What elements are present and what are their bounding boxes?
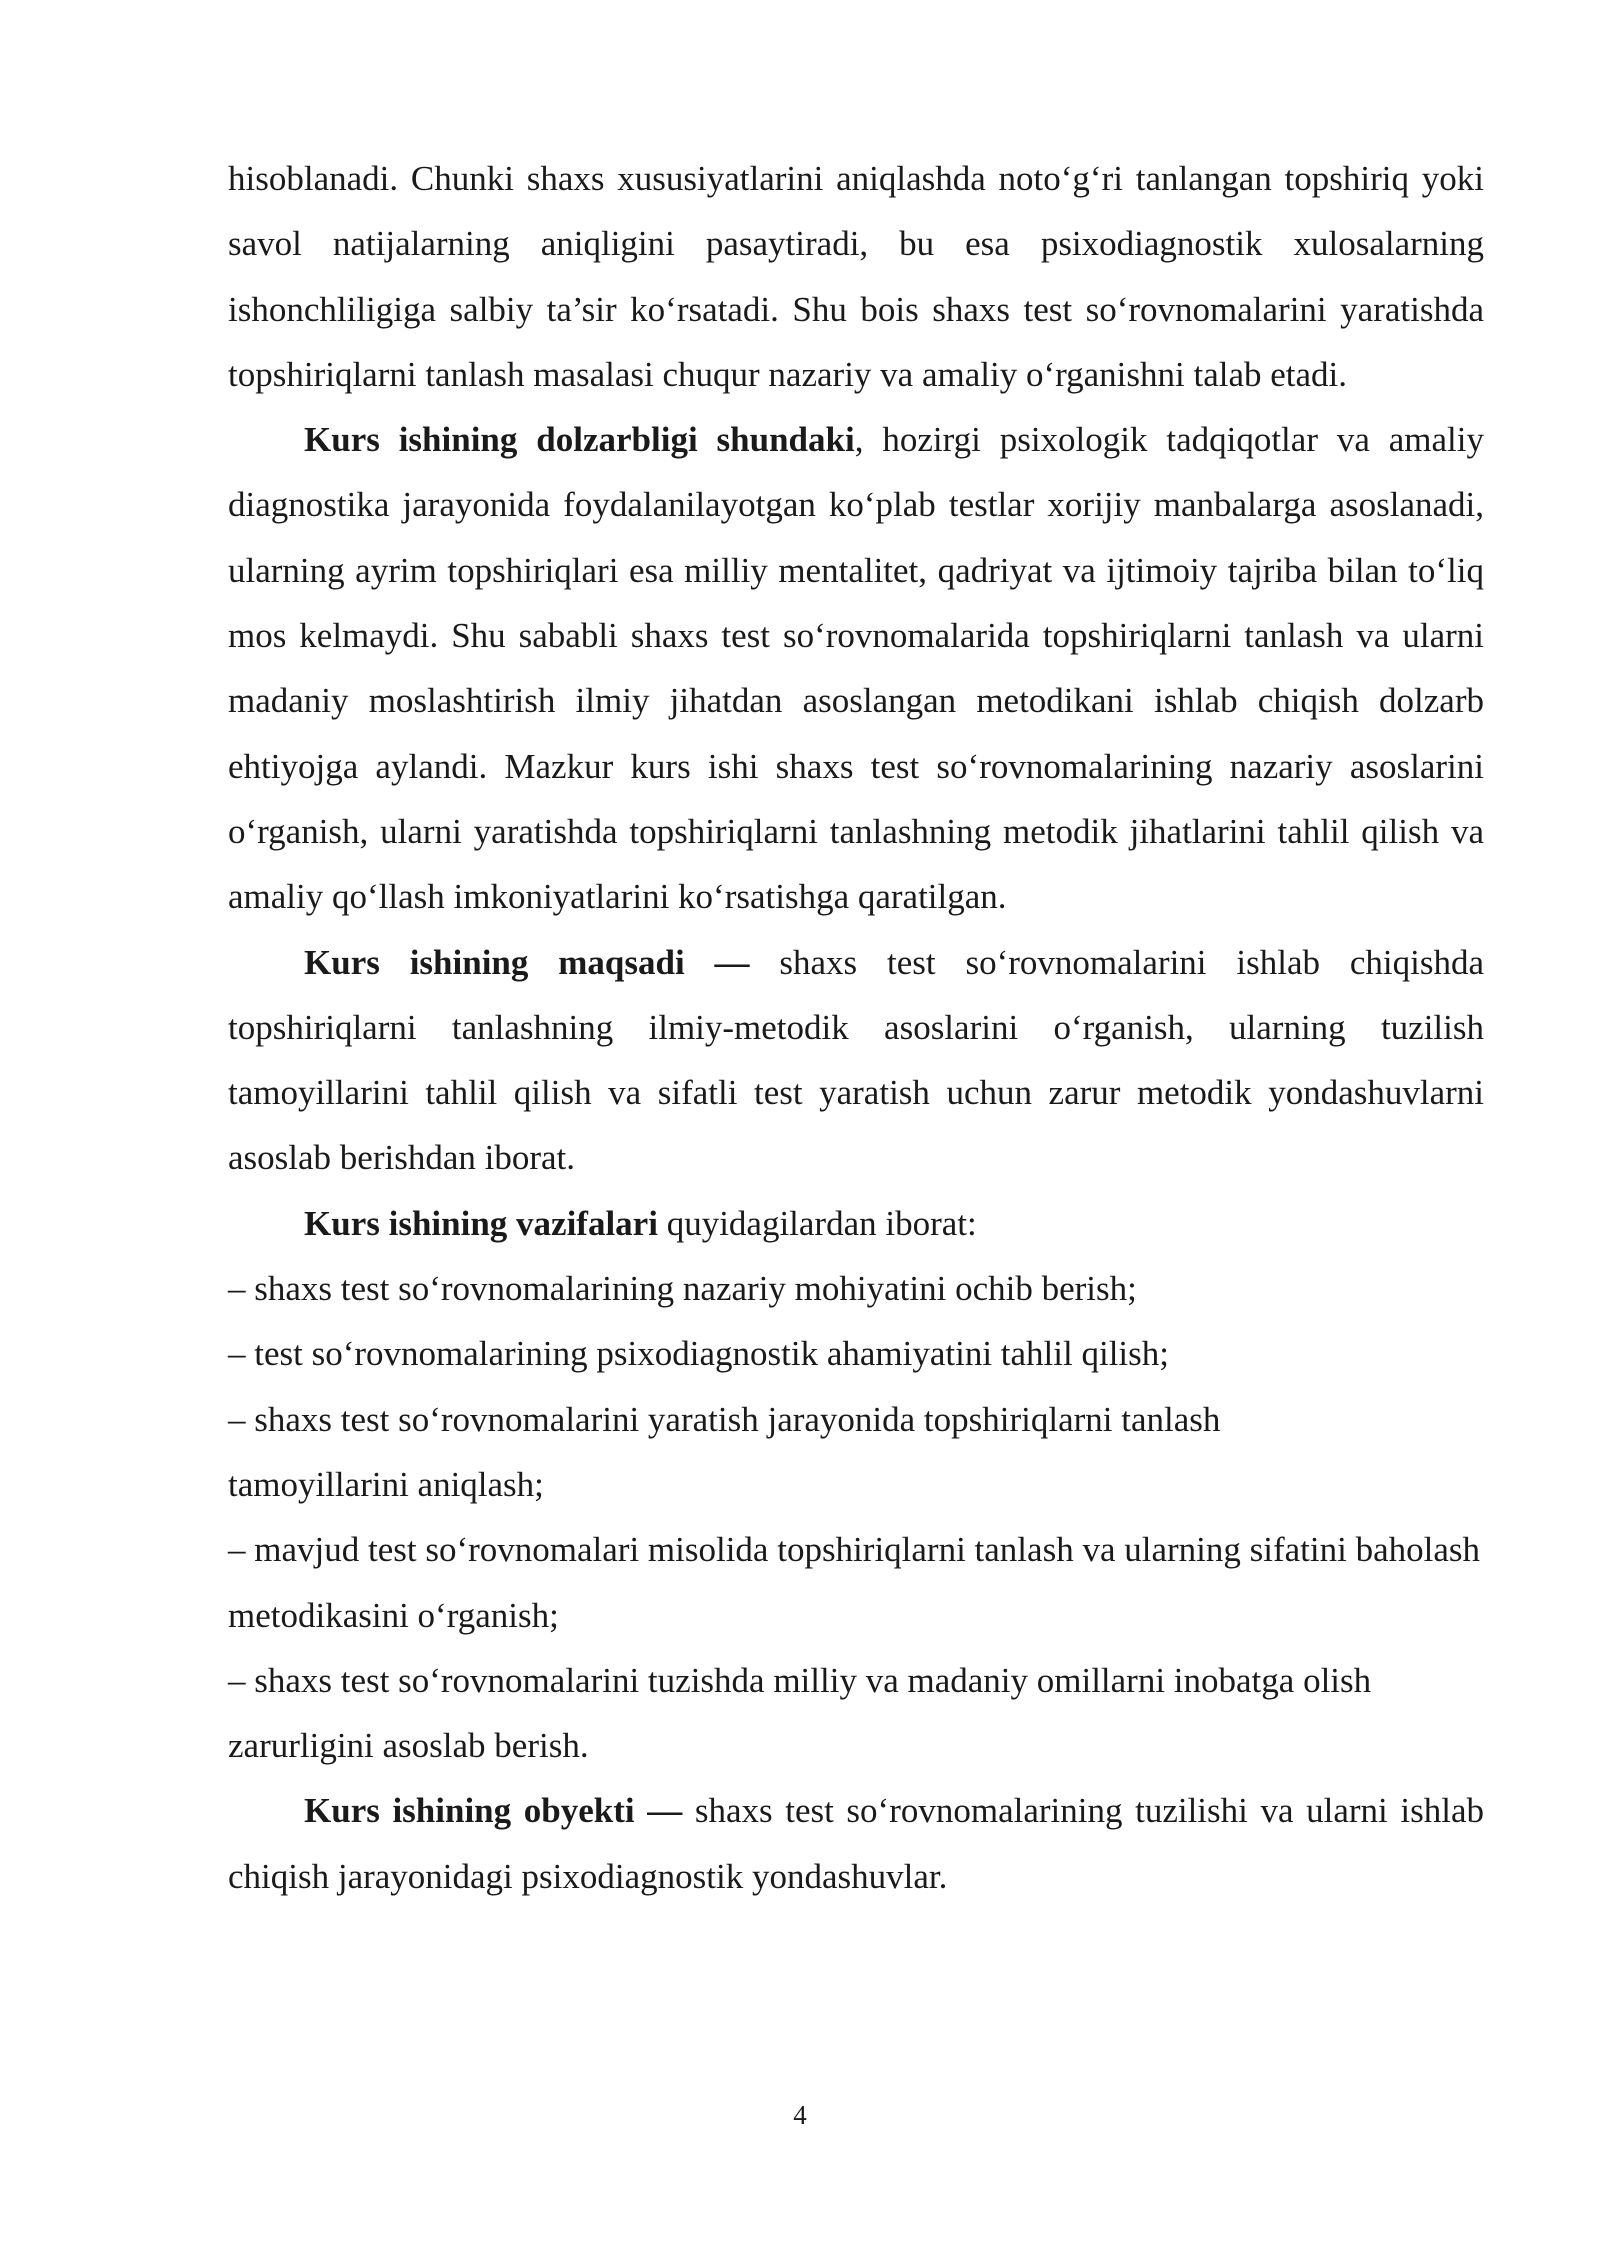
goal-heading: Kurs ishining maqsadi —	[304, 942, 750, 982]
task-item: – shaxs test so‘rovnomalarining nazariy mohiyatini ochib berish;	[228, 1269, 1137, 1309]
paragraph-tasks	[228, 1191, 1484, 1256]
paragraph-object	[228, 1778, 1484, 1909]
object-heading: Kurs ishining obyekti —	[304, 1791, 683, 1831]
paragraph-intro: hisoblanadi. Chunki shaxs xususiyatlarini aniqlashda noto‘g‘ri tanlangan topshiriq yoki savol natijalarning aniqligini pasaytiradi, bu esa psixodiagnostik xulosalarning ishonchliligiga salbiy ta’sir ko‘rsatadi. Shu bois shaxs test so‘rovnomalarini yaratishda topshiriqlarni tanlash masalasi chuqur nazariy va amaliy o‘rganishni talab etadi.	[228, 159, 1484, 394]
task-item: – mavjud test so‘rovnomalari misolida topshiriqlarni tanlash va ularning sifatini baholash metodikasini o‘rganish;	[228, 1530, 1480, 1635]
relevance-text: , hozirgi psixologik tadqiqotlar va amaliy diagnostika jarayonida foydalanilayotgan ko‘plab testlar xorijiy manbalarga asoslanadi, ularning ayrim topshiriqlari esa milliy mentalitet, qadriyat va ijtimoiy tajriba bilan to‘liq mos kelmaydi. Shu sababli shaxs test so‘rovnomalarida topshiriqlarni tanlash va ularni madaniy moslashtirish ilmiy jihatdan asoslangan metodikani ishlab chiqish dolzarb ehtiyojga aylandi. Mazkur kurs ishi shaxs test so‘rovnomalarining nazariy asoslarini o‘rganish, ularni yaratishda topshiriqlarni tanlashning metodik jihatlarini tahlil qilish va amaliy qo‘llash imkoniyatlarini ko‘rsatishga qaratilgan.	[228, 420, 1484, 917]
tasks-heading: Kurs ishining vazifalari	[304, 1203, 658, 1243]
goal-text: shaxs test so‘rovnomalarini ishlab chiqishda topshiriqlarni tanlashning ilmiy-metodik asoslarini o‘rganish, ularning tuzilish tamoyillarini tahlil qilish va sifatli test yaratish uchun zarur metodik yondashuvlarni asoslab berishdan iborat.	[228, 942, 1484, 1178]
relevance-heading: Kurs ishining dolzarbligi shundaki	[304, 420, 855, 460]
task-item: – shaxs test so‘rovnomalarini yaratish jarayonida topshiriqlarni tanlash tamoyillarini aniqlash;	[228, 1399, 1221, 1504]
tasks-text: quyidagilardan iborat:	[657, 1203, 977, 1243]
task-item: – shaxs test so‘rovnomalarini tuzishda milliy va madaniy omillarni inobatga olish zarurligini asoslab berish.	[228, 1660, 1372, 1766]
object-text: shaxs test so‘rovnomalarining tuzilishi va ularni ishlab chiqish jarayonidagi psixodiagnostik yondashuvlar.	[228, 1791, 1484, 1896]
paragraph-goal	[228, 930, 1484, 1191]
task-item: – test so‘rovnomalarining psixodiagnostik ahamiyatini tahlil qilish;	[228, 1334, 1170, 1374]
paragraph-relevance	[228, 407, 1484, 929]
body-text	[228, 146, 1484, 1909]
page-number: 4	[793, 2100, 807, 2130]
